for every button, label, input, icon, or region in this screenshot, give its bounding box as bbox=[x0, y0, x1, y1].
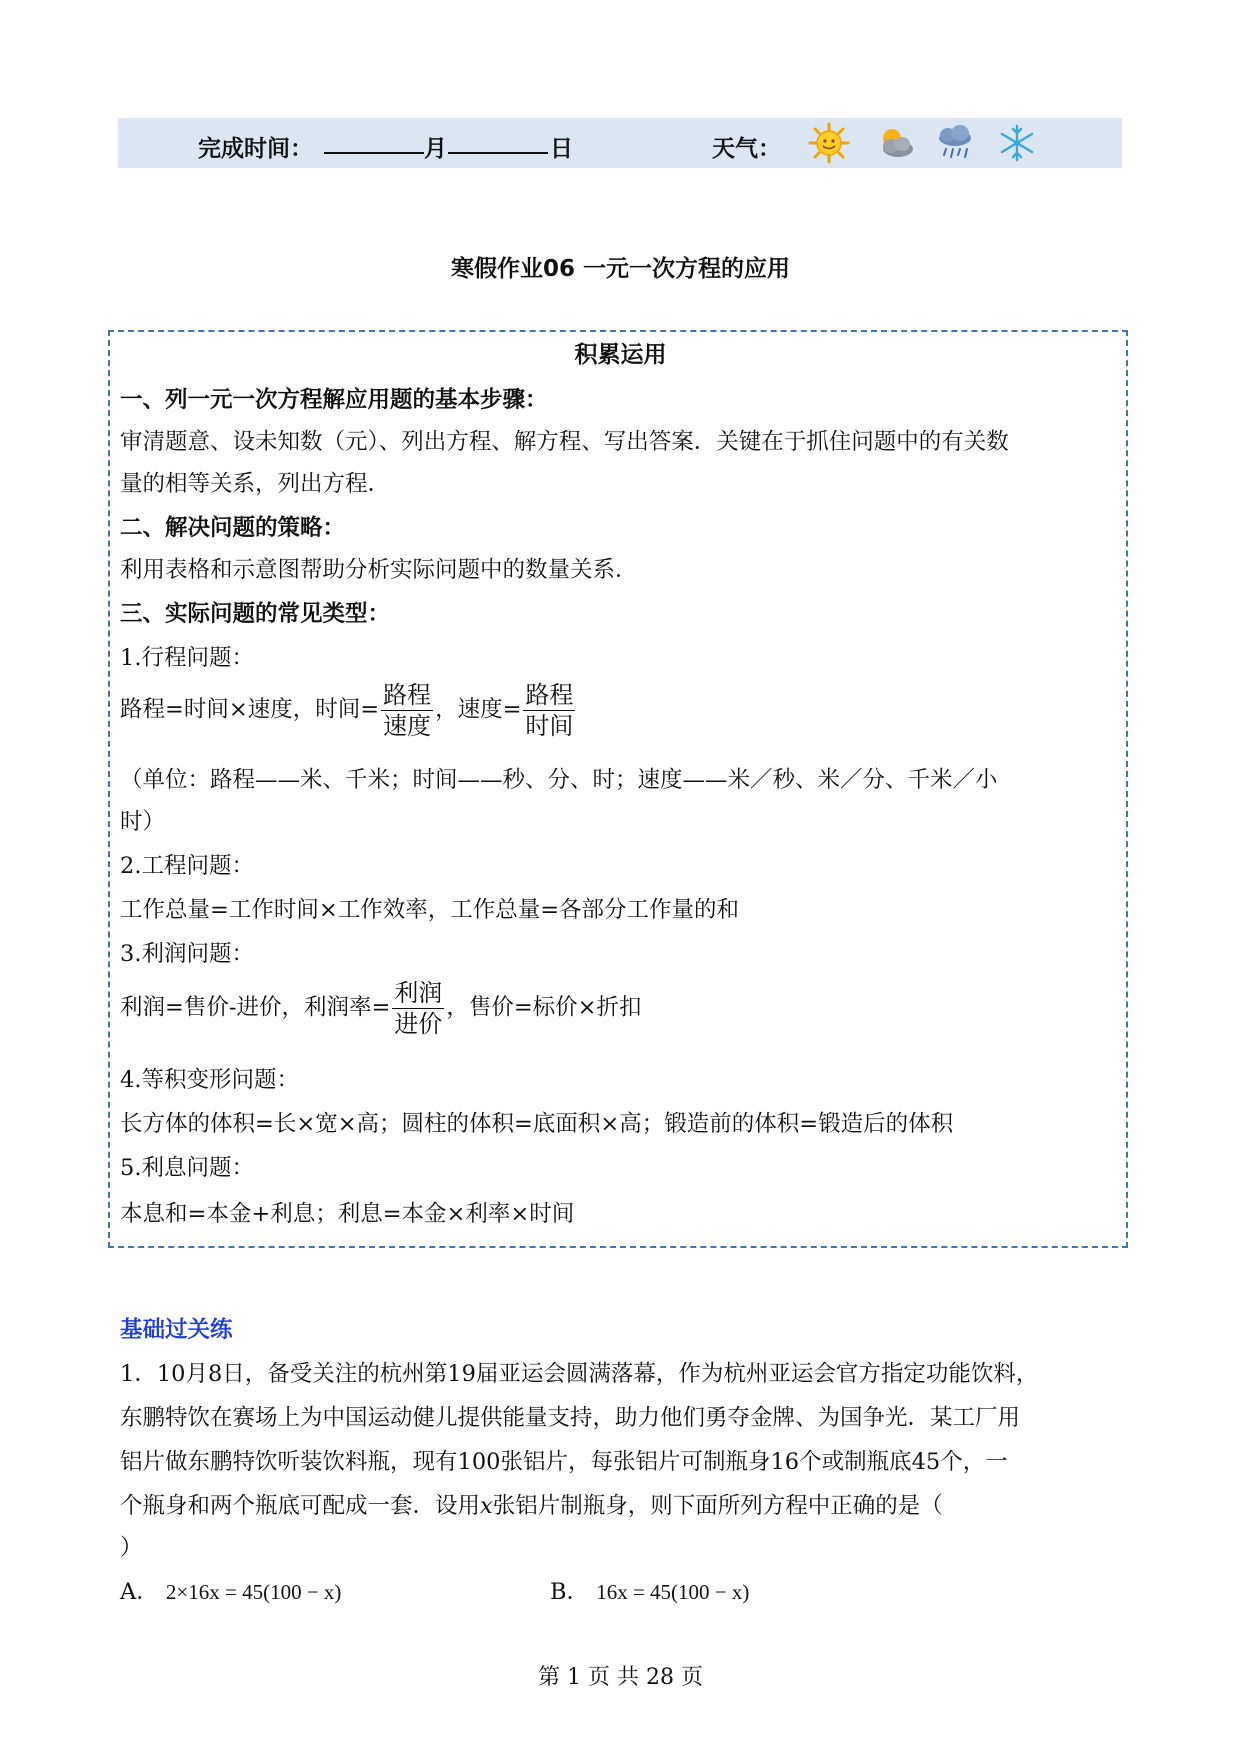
question1-line2: 东鹏特饮在赛场上为中国运动健儿提供能量支持，助力他们勇夺金牌、为国争光．某工厂用 bbox=[120, 1405, 1021, 1431]
section1-title: 一、列一元一次方程解应用题的基本步骤： bbox=[120, 387, 548, 413]
snowflake-icon[interactable] bbox=[996, 122, 1038, 164]
fraction-denominator: 时间 bbox=[525, 712, 574, 740]
interest-formula: 本息和=本金+利息；利息=本金×利率×时间 bbox=[120, 1201, 575, 1227]
section2-line1: 利用表格和示意图帮助分析实际问题中的数量关系． bbox=[120, 557, 638, 583]
section1-line1: 审清题意、设未知数（元）、列出方程、解方程、写出答案．关键在于抓住问题中的有关数 bbox=[120, 429, 1009, 455]
option-b-expression: 16x = 45(100 − x) bbox=[596, 1580, 750, 1604]
distance-over-speed-fraction bbox=[381, 680, 433, 741]
interest-title: 5.利息问题： bbox=[120, 1155, 254, 1181]
fraction-numerator: 路程 bbox=[383, 681, 432, 709]
rain-icon[interactable] bbox=[934, 122, 976, 164]
knowledge-heading: 积累运用 bbox=[574, 342, 667, 368]
travel-units-line1: （单位：路程——米、千米；时间——秒、分、时；速度——米／秒、米／分、千米／小 bbox=[120, 767, 998, 793]
option-a[interactable] bbox=[120, 1574, 341, 1606]
travel-formula-part-a: 路程=时间×速度，时间= bbox=[120, 696, 380, 723]
question1-variable: x bbox=[480, 1493, 493, 1519]
option-b-label: B． bbox=[550, 1579, 590, 1605]
question1-line1: 1．10月8日，备受关注的杭州第19届亚运会圆满落幕，作为杭州亚运会官方指定功能饮料， bbox=[120, 1361, 1039, 1387]
header-band bbox=[118, 118, 1122, 168]
question1-line4 bbox=[120, 1488, 943, 1520]
travel-formula-part-b: ，速度= bbox=[435, 696, 522, 723]
fraction-numerator: 利润 bbox=[394, 979, 443, 1007]
volume-formula: 长方体的体积=长×宽×高；圆柱的体积=底面积×高；锻造前的体积=锻造后的体积 bbox=[120, 1111, 954, 1137]
work-formula: 工作总量=工作时间×工作效率，工作总量=各部分工作量的和 bbox=[120, 897, 740, 923]
page-footer: 第 1 页 共 28 页 bbox=[538, 1665, 703, 1690]
profit-over-cost-fraction bbox=[392, 978, 444, 1039]
month-label: 月 bbox=[424, 136, 447, 162]
profit-formula-part-b: ，售价=标价×折扣 bbox=[446, 994, 642, 1021]
question1-line4-part-b: 张铝片制瓶身，则下面所列方程中正确的是（ bbox=[492, 1493, 943, 1519]
day-label: 日 bbox=[550, 136, 573, 162]
question1-line3: 铝片做东鹏特饮听装饮料瓶，现有100张铝片，每张铝片可制瓶身16个或制瓶底45个，一 bbox=[120, 1449, 1008, 1475]
question1-line5: ） bbox=[120, 1535, 143, 1561]
page-title: 寒假作业06 一元一次方程的应用 bbox=[450, 256, 790, 282]
option-a-label: A． bbox=[120, 1579, 159, 1605]
distance-over-time-fraction bbox=[523, 680, 575, 741]
partly-cloudy-icon[interactable] bbox=[874, 122, 916, 164]
work-title: 2.工程问题： bbox=[120, 853, 254, 879]
basic-practice-heading: 基础过关练 bbox=[120, 1317, 233, 1343]
section3-title: 三、实际问题的常见类型： bbox=[120, 601, 391, 627]
section1-line2: 量的相等关系，列出方程． bbox=[120, 471, 391, 497]
travel-units-line2: 时） bbox=[120, 809, 166, 835]
option-b[interactable] bbox=[550, 1574, 749, 1606]
travel-title: 1.行程问题： bbox=[120, 645, 254, 671]
day-blank[interactable] bbox=[448, 130, 548, 154]
section2-title: 二、解决问题的策略： bbox=[120, 515, 346, 541]
option-a-expression: 2×16x = 45(100 − x) bbox=[165, 1580, 342, 1604]
profit-formula bbox=[120, 978, 642, 1039]
travel-formula bbox=[120, 680, 577, 741]
fraction-denominator: 速度 bbox=[383, 712, 432, 740]
question1-line4-part-a: 个瓶身和两个瓶底可配成一套．设用 bbox=[120, 1493, 481, 1519]
fraction-denominator: 进价 bbox=[394, 1010, 443, 1038]
completion-time-label: 完成时间： bbox=[198, 136, 313, 162]
month-blank[interactable] bbox=[324, 130, 424, 154]
profit-formula-part-a: 利润=售价-进价，利润率= bbox=[120, 994, 391, 1021]
profit-title: 3.利润问题： bbox=[120, 941, 254, 967]
volume-title: 4.等积变形问题： bbox=[120, 1067, 299, 1093]
sun-icon[interactable] bbox=[808, 122, 850, 164]
fraction-numerator: 路程 bbox=[525, 681, 574, 709]
weather-label: 天气： bbox=[712, 136, 781, 162]
